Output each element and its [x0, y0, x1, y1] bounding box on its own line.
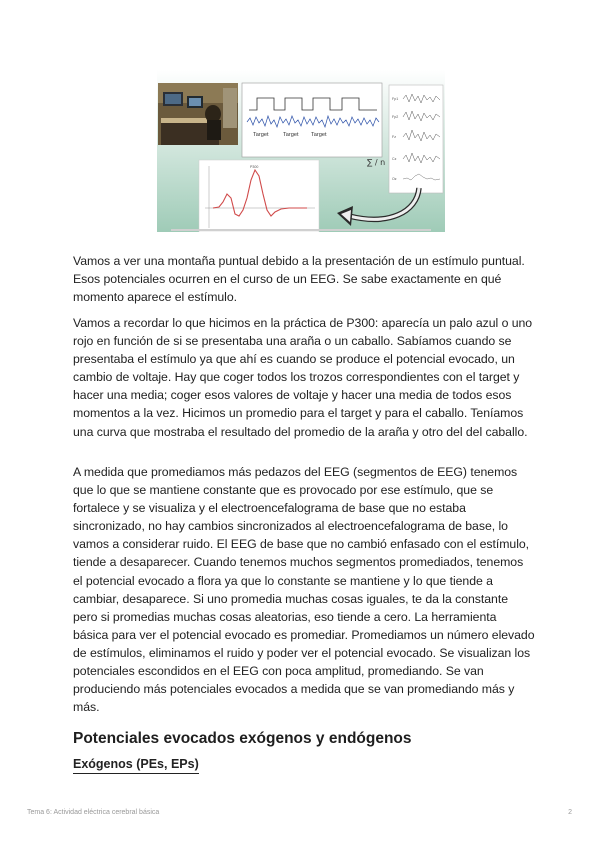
averaging-formula: ∑ / n [367, 158, 386, 167]
footer-title: Tema 6: Actividad eléctrica cerebral básica [27, 809, 160, 816]
section-heading: Potenciales evocados exógenos y endógenos [73, 730, 412, 747]
channel-label: Fp1 [392, 97, 399, 101]
caption-cropped [171, 229, 431, 231]
small-traces-panel [389, 85, 443, 193]
lab-photo [158, 83, 238, 145]
paragraph: Vamos a ver una montaña puntual debido a la presentación de un estímulo puntual. Esos potenciales ocurren en el curso de un EEG. Se sabe exactamente en qué momento aparece el estímulo. [73, 254, 525, 305]
svg-text:P300: P300 [250, 165, 259, 169]
paragraph: Vamos a recordar lo que hicimos en la práctica de P300: aparecía un palo azul o uno rojo en función de si se presentaba una araña o un caballo. Sabíamos cuando se presentaba el estímulo ya que ahí es cuando se produce el potencial evocado, un cambio de voltaje. Hay que coger todos los trozos correspondientes con el target y hacer una media; coger esos valores de voltaje y hacer una media de todos esos momentos a la vez. Hicimos un promedio para el target y para el caballo. Teníamos una curva que mostraba el resultado del promedio de la araña y otro del del caballo. [73, 316, 533, 439]
channel-label: Fz [392, 135, 396, 139]
trace-label: Target [253, 132, 269, 138]
subsection-heading: Exógenos (PEs, EPs) [73, 757, 199, 774]
channel-label: Cz [392, 157, 397, 161]
channel-label: Fp2 [392, 115, 399, 119]
averaged-erp-panel [199, 160, 319, 232]
eeg-averaging-figure [157, 70, 445, 232]
channel-label: Oz [392, 177, 397, 181]
trace-label: Target [311, 132, 327, 138]
paragraph: A medida que promediamos más pedazos del EEG (segmentos de EEG) tenemos que lo que se mantiene constante que es provocado por ese estímulo, que se fortalece y se visualiza y el electroencefalograma de base que no estaba sincronizado, no hay cambios sincronizados al electroencefalograma de base, lo vamos a considerar ruido. El EEG de base que no cambió enfasado con el estímulo, tiende a desaparecer. Cuando tenemos muchos segmentos promediados, tenemos el potencial evocado a flora ya que lo constante se mantiene y lo que tiende a cambiar, desaparece. Si uno promedia muchas cosas iguales, te da la constante pero si promedias muchas cosas aleatorias, eso tiende a cero. La herramienta básica para ver el potencial evocado es promediar. Promediamos un número elevado de estímulos, eliminamos el ruido y poder ver el potencial evocado. Se visualizan los potenciales escondidos en el EEG con poca amplitud, promediando. Se van produciendo más potenciales evocados a medida que se van promediando más y más. [73, 465, 535, 715]
trace-label: Target [283, 132, 299, 138]
figure-svg [157, 70, 445, 232]
raw-eeg-panel [242, 83, 382, 157]
page-number: 2 [568, 809, 572, 816]
